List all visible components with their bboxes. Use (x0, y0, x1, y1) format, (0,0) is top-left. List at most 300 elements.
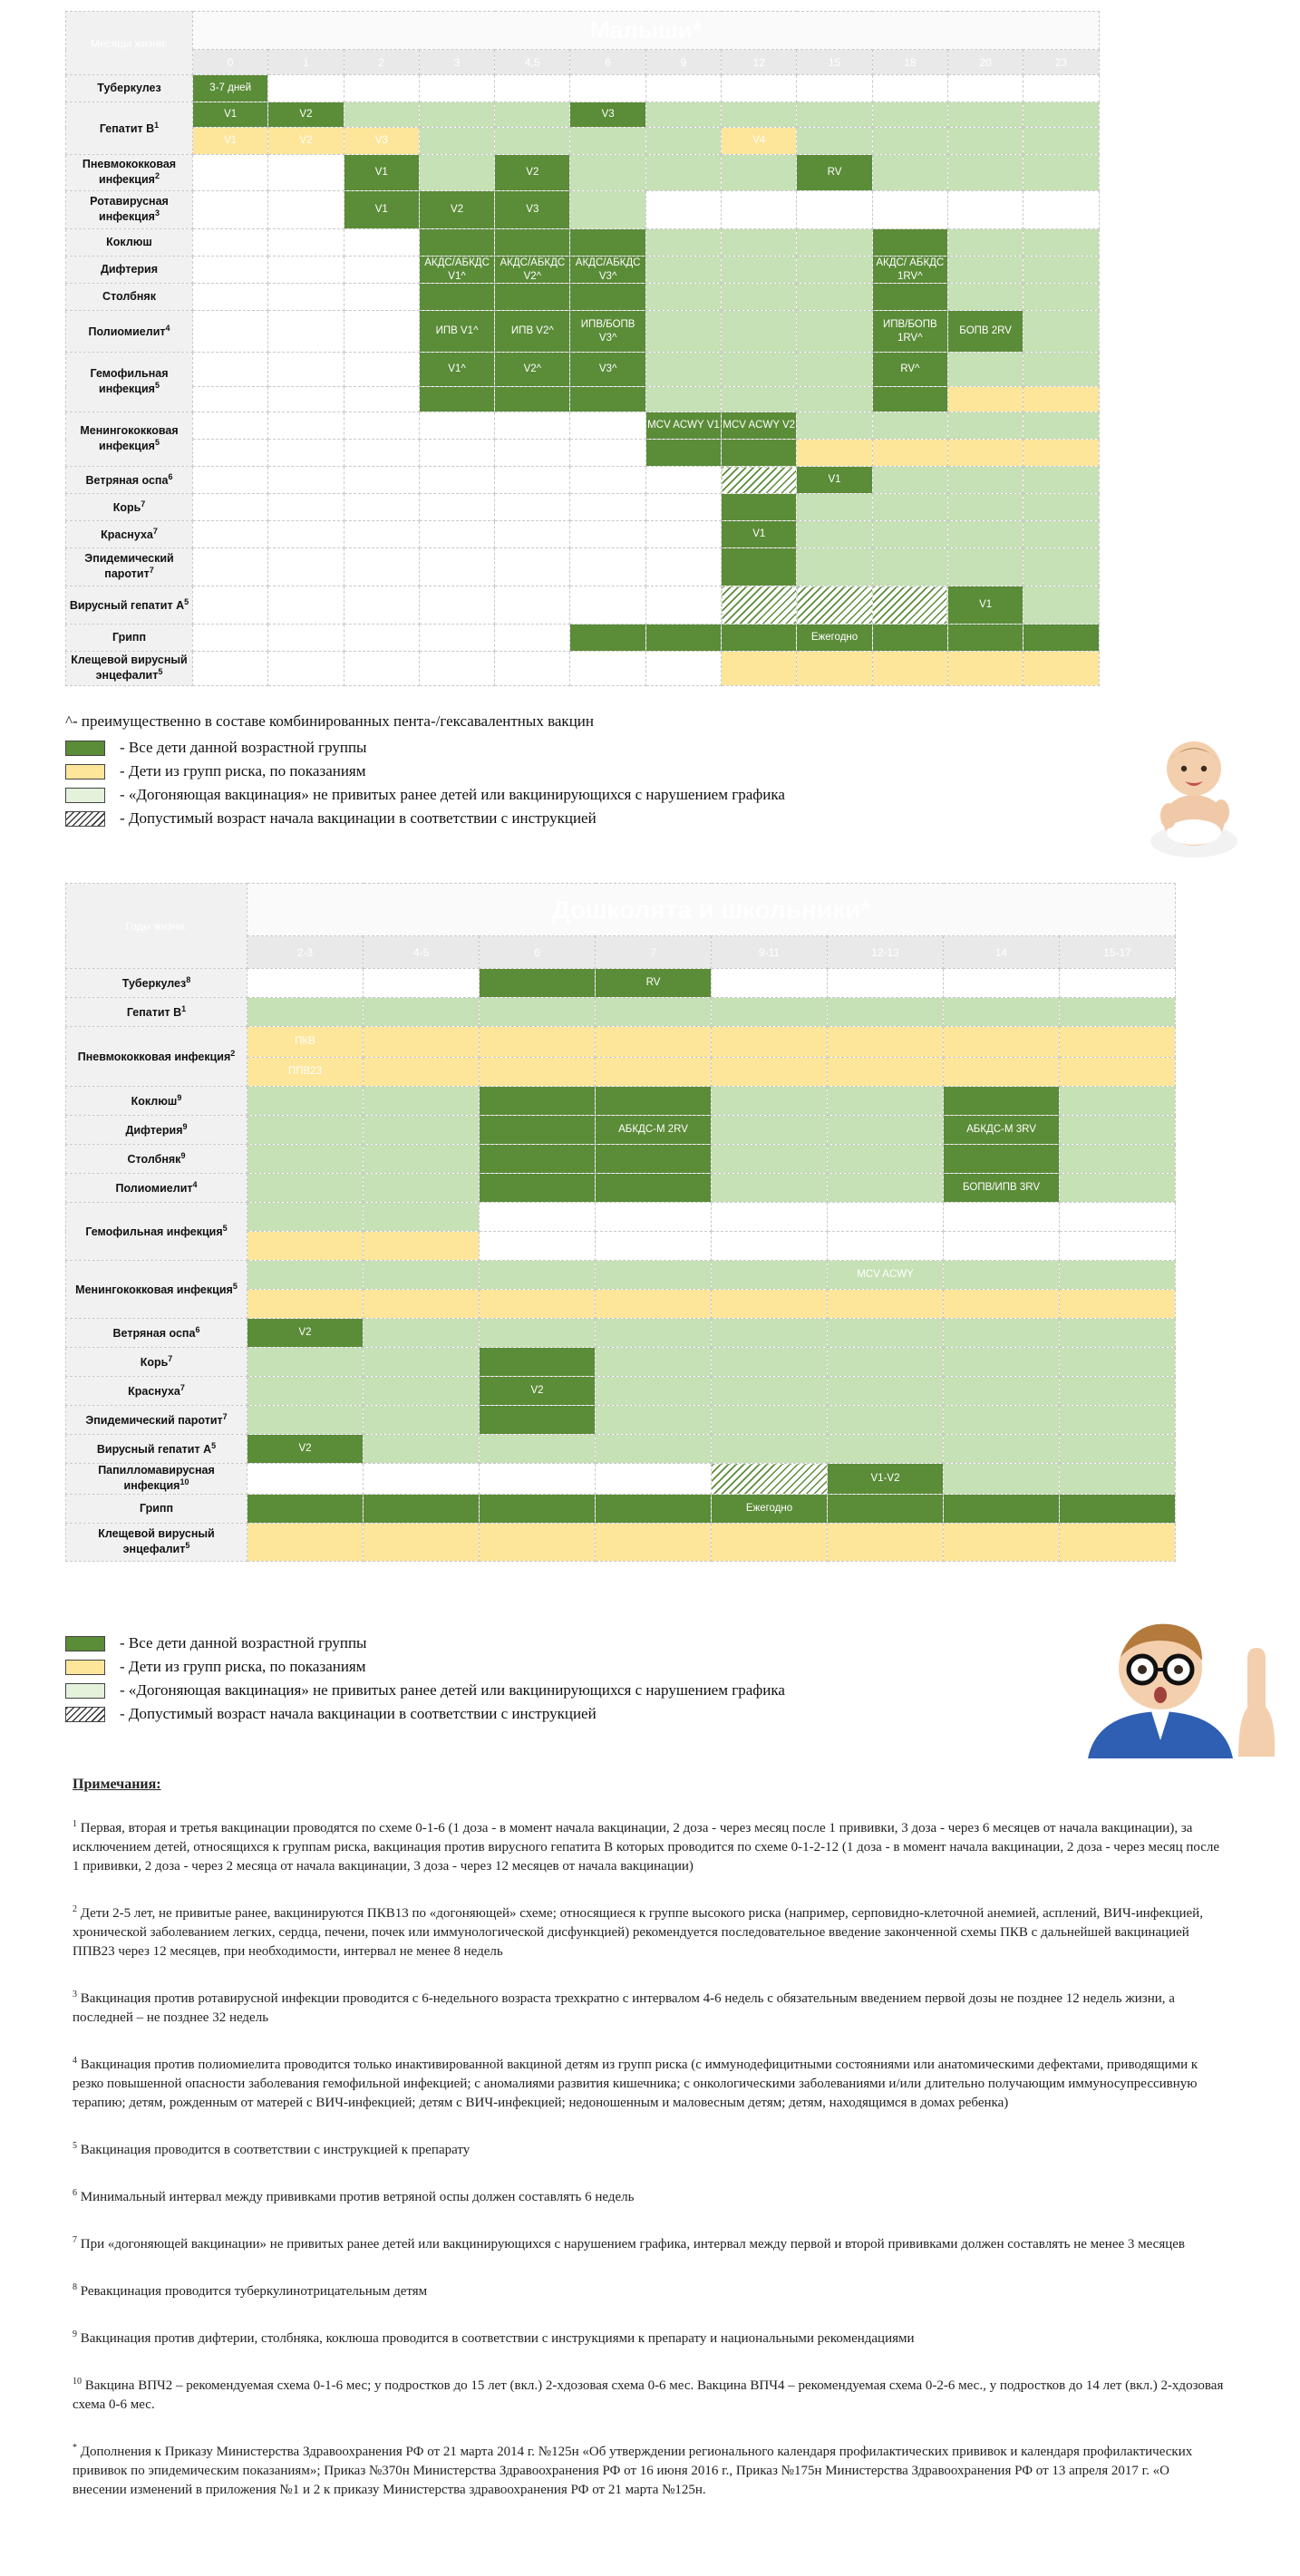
footnote-ref: 7 (222, 1411, 228, 1421)
schedule-cell (193, 440, 268, 467)
vaccine-name (66, 494, 193, 521)
legend-text: - Дети из групп риска, по показаниям (120, 1658, 366, 1675)
schedule-cell (645, 102, 721, 128)
schedule-cell: RV (596, 969, 712, 998)
schedule-cell (872, 467, 947, 494)
schedule-cell (722, 353, 797, 387)
schedule-cell (1060, 1203, 1176, 1232)
schedule-cell (1024, 229, 1099, 257)
legend-item (65, 736, 785, 760)
vaccine-name-text: Туберкулез (97, 82, 161, 94)
footnote-ref: 1 (181, 1003, 187, 1013)
vaccine-name (66, 284, 193, 311)
vaccine-name-text: Клещевой вирусный энцефалит (71, 654, 188, 683)
schedule-cell (596, 1261, 712, 1290)
age-column-header: 7 (596, 936, 712, 969)
schedule-cell (495, 440, 570, 467)
schedule-cell: V1 (193, 102, 268, 128)
footnote (73, 2055, 1224, 2113)
schedule-cell (947, 229, 1023, 257)
vaccine-name-text: Гепатит В (126, 1006, 182, 1020)
schedule-cell (947, 155, 1023, 191)
schedule-cell: RV (797, 155, 872, 191)
schedule-cell (947, 128, 1023, 155)
footnote-ref: 9 (182, 1121, 188, 1131)
schedule-cell (480, 1174, 596, 1203)
schedule-cell (480, 1058, 596, 1087)
schedule-cell (872, 521, 947, 548)
schedule-cell (872, 494, 947, 521)
age-column-header: 15-17 (1060, 936, 1176, 969)
footnote-ref: 2 (230, 1048, 236, 1058)
footnote-number: 8 (73, 2282, 77, 2293)
schedule-cell (944, 1087, 1060, 1116)
legend-swatch (65, 811, 105, 827)
schedule-cell (872, 75, 947, 102)
schedule-cell (828, 1232, 944, 1261)
vaccine-name (66, 353, 193, 412)
schedule-cell (645, 311, 721, 353)
schedule-cell (722, 75, 797, 102)
schedule-cell: 3-7 дней (193, 75, 268, 102)
schedule-cell (570, 75, 645, 102)
schedule-cell: V4 (722, 128, 797, 155)
schedule-cell (247, 1116, 364, 1145)
vaccine-name (66, 1435, 247, 1464)
schedule-cell (419, 652, 494, 686)
age-column-header: 14 (944, 936, 1060, 969)
schedule-cell (570, 586, 645, 625)
schedule-cell (193, 191, 268, 229)
schedule-cell (1060, 1027, 1176, 1058)
schedule-cell: V2 (480, 1377, 596, 1406)
schedule-cell (645, 440, 721, 467)
schedule-cell (944, 969, 1060, 998)
legend-swatch (65, 788, 105, 803)
vaccine-name (66, 1203, 247, 1261)
schedule-cell (947, 387, 1023, 412)
schedule-cell (944, 1203, 1060, 1232)
schedule-cell: АКДС/АБКДС V1^ (419, 257, 494, 284)
footnote-ref: 9 (177, 1092, 182, 1102)
vaccine-row (66, 1464, 1176, 1495)
footnote-ref: 6 (168, 471, 173, 481)
schedule-cell (268, 494, 344, 521)
schedule-cell (495, 625, 570, 652)
infants-chart (65, 11, 1100, 686)
vaccine-name-text: Ротавирусная инфекция (90, 195, 169, 224)
schedule-cell (419, 521, 494, 548)
vaccine-name-text: Вирусный гепатит А (69, 599, 185, 613)
schedule-cell (797, 128, 872, 155)
schedule-cell (480, 1203, 596, 1232)
footnote-ref: 1 (154, 120, 160, 130)
schedule-cell (712, 1377, 828, 1406)
vaccine-row (66, 1145, 1176, 1174)
age-column-header: 2 (344, 50, 419, 75)
schedule-cell (268, 548, 344, 586)
footnote-ref: 5 (222, 1223, 228, 1233)
vaccine-name (66, 467, 193, 494)
schedule-cell (828, 1027, 944, 1058)
schedule-cell (193, 257, 268, 284)
schedule-cell (1024, 494, 1099, 521)
schedule-cell (722, 586, 797, 625)
schedule-cell (495, 548, 570, 586)
schedule-cell (645, 353, 721, 387)
schedule-cell (495, 387, 570, 412)
vaccine-name-text: Краснуха (101, 528, 153, 542)
schedule-cell (364, 969, 480, 998)
schedule-cell: АКДС/АБКДС V3^ (570, 257, 645, 284)
vaccine-row (66, 1174, 1176, 1203)
schedule-cell (944, 1524, 1060, 1562)
schedule-cell (344, 412, 419, 440)
schedule-cell (247, 1232, 364, 1261)
vaccine-name (66, 311, 193, 353)
footnote-number: 2 (73, 1904, 77, 1915)
schedule-cell (364, 1319, 480, 1348)
schedule-cell (570, 387, 645, 412)
schedule-cell (193, 311, 268, 353)
schedule-cell (193, 625, 268, 652)
schedule-cell (419, 155, 494, 191)
schedule-cell (1060, 1116, 1176, 1145)
schedule-cell (596, 1348, 712, 1377)
footnote-number: 3 (73, 1990, 77, 2000)
schedule-cell (872, 625, 947, 652)
age-column-header: 12-13 (828, 936, 944, 969)
schedule-cell (419, 440, 494, 467)
vaccine-name (66, 75, 193, 102)
vaccine-name-text: Столбняк (102, 290, 156, 303)
footnote-text: Дополнения к Приказу Министерства Здравоохранения РФ от 21 марта 2014 г. №125н «Об утверждении регионального календаря профилактических прививок и календаря профилактических прививок по эпидемическим показаниям»; Приказ №370н Министерства Здравоохранения РФ от 16 июня 2016 г., Приказ №175н Министерства Здравоохранения РФ от 13 апреля 2017 г. «О внесении изменений в приложения №1 и 2 к приказу Министерства здравоохранения РФ от 21 марта №125н. (73, 2445, 1193, 2498)
legend-text: - Все дети данной возрастной группы (120, 1634, 367, 1651)
vaccine-row (66, 191, 1100, 229)
legend-item (65, 760, 785, 783)
vaccine-row (66, 521, 1100, 548)
schedule-cell (596, 1377, 712, 1406)
schedule-cell: RV^ (872, 353, 947, 387)
age-column-header: 20 (947, 50, 1023, 75)
vaccine-name (66, 1495, 247, 1524)
age-column-header: 1 (268, 50, 344, 75)
schedule-cell (344, 521, 419, 548)
schedule-cell (247, 1087, 364, 1116)
schedule-cell (828, 1203, 944, 1232)
schedule-cell (193, 521, 268, 548)
vaccine-name (66, 1116, 247, 1145)
legend-swatch (65, 1660, 105, 1675)
footnote-ref: 3 (154, 208, 160, 218)
schedule-cell (722, 229, 797, 257)
schedule-cell (947, 494, 1023, 521)
schedule-cell (645, 128, 721, 155)
schedule-cell (944, 1377, 1060, 1406)
schedule-cell (944, 1495, 1060, 1524)
schedule-cell (364, 1524, 480, 1562)
schedule-cell (344, 102, 419, 128)
schedule-cell (944, 998, 1060, 1027)
schedule-cell (268, 257, 344, 284)
schedule-cell: АБКДС-М 3RV (944, 1116, 1060, 1145)
schedule-cell (947, 75, 1023, 102)
footnote-ref: 5 (211, 1440, 217, 1450)
schedule-cell (1024, 440, 1099, 467)
vaccine-name (66, 548, 193, 586)
vaccine-row (66, 652, 1100, 686)
schedule-cell (645, 155, 721, 191)
footnote-text: Первая, вторая и третья вакцинации проводятся по схеме 0-1-6 (1 доза - в момент начала вакцинации, 2 доза - через месяц после 1 прививки, 3 доза - через 6 месяцев от начала вакцинации), за исключением детей, относящихся к группам риска, вакцинация против вирусного гепатита В которых проводится по схеме 0-1-2-12 (1 доза - в момент начала вакцинации, 2 доза - через месяц после 1 прививки, 2 доза - через 2 месяца от начала вакцинации, 3 доза - через 12 месяцев от начала вакцинации) (73, 1821, 1220, 1874)
footnote-text: Вакцинация против ротавирусной инфекции проводится с 6-недельного возраста трехкратно с интервалом 4-6 недель с обязательным введением первой дозы не позднее 12 недель жизни, а последней – не позднее 32 недель (73, 1991, 1175, 2026)
footnote-text: Вакцинация проводится в соответствии с инструкцией к препарату (77, 2143, 471, 2158)
vaccine-name-text: Корь (140, 1356, 169, 1370)
footnote-ref: 7 (141, 499, 146, 508)
schedule-cell: V1 (947, 586, 1023, 625)
schedule-cell (797, 102, 872, 128)
vaccine-name-text: Корь (112, 501, 141, 515)
schedule-cell (944, 1232, 1060, 1261)
footnote (73, 2376, 1224, 2415)
vaccine-name-text: Полиомиелит (115, 1182, 193, 1196)
schedule-cell (495, 102, 570, 128)
schedule-cell (344, 284, 419, 311)
legend-item (65, 1655, 785, 1679)
vaccine-name (66, 412, 193, 467)
schedule-cell (947, 284, 1023, 311)
vaccine-row (66, 1319, 1176, 1348)
table-title: Дошколята и школьники* (247, 884, 1176, 936)
vaccine-row (66, 1087, 1176, 1116)
schedule-cell (947, 191, 1023, 229)
schedule-cell: Ежегодно (712, 1495, 828, 1524)
legend-item (65, 807, 785, 830)
schedule-cell (193, 652, 268, 686)
schedule-cell (364, 1058, 480, 1087)
schedule-cell (364, 1087, 480, 1116)
schedule-cell (797, 586, 872, 625)
schedule-cell (1060, 1261, 1176, 1290)
schedule-cell (828, 1524, 944, 1562)
schedule-cell (570, 284, 645, 311)
schedule-cell (596, 1524, 712, 1562)
schedule-cell: MCV ACWY V2 (722, 412, 797, 440)
schedule-cell (268, 387, 344, 412)
vaccine-name-text: Пневмококковая инфекция (77, 1051, 231, 1064)
schedule-cell (828, 1377, 944, 1406)
schedule-cell (872, 155, 947, 191)
schedule-cell (596, 1495, 712, 1524)
schedule-cell (419, 412, 494, 440)
schedule-cell (247, 1174, 364, 1203)
schedule-cell: V3 (495, 191, 570, 229)
schedule-cell (797, 548, 872, 586)
schedule-cell (480, 969, 596, 998)
schedule-cell (1024, 75, 1099, 102)
legend-text: - «Догоняющая вакцинация» не привитых ранее детей или вакцинирующихся с нарушением графика (120, 1681, 785, 1699)
schedule-cell (247, 1145, 364, 1174)
footnote-number: 6 (73, 2188, 77, 2199)
footnote-ref: 9 (180, 1150, 186, 1160)
schedule-cell: MCV ACWY (828, 1261, 944, 1290)
schedule-cell (1060, 969, 1176, 998)
legend-text: - Все дети данной возрастной группы (120, 739, 367, 756)
vaccine-name-text: Коклюш (131, 1095, 178, 1109)
schedule-cell (268, 284, 344, 311)
schedule-cell (247, 998, 364, 1027)
schedule-cell (344, 229, 419, 257)
schedule-cell (364, 1116, 480, 1145)
legend-swatch (65, 741, 105, 756)
schedule-cell (797, 652, 872, 686)
notes-list (73, 1818, 1224, 2500)
schedule-cell (722, 440, 797, 467)
schedule-cell (364, 998, 480, 1027)
age-column-header: 3 (419, 50, 494, 75)
schedule-cell (570, 521, 645, 548)
schedule-cell: АКДС/ АБКДС 1RV^ (872, 257, 947, 284)
schedule-cell (944, 1348, 1060, 1377)
schedule-cell (193, 284, 268, 311)
schedule-cell (495, 652, 570, 686)
footnote-ref: 4 (192, 1179, 198, 1189)
schedule-cell (193, 387, 268, 412)
schedule-cell: V1 (344, 191, 419, 229)
schedule-cell (364, 1377, 480, 1406)
schedule-cell (419, 387, 494, 412)
schedule-cell (247, 1290, 364, 1319)
schedule-cell (268, 229, 344, 257)
vaccine-row (66, 1203, 1176, 1232)
vaccine-row (66, 412, 1100, 440)
vaccine-name-text: Туберкулез (121, 977, 187, 991)
schedule-cell (797, 387, 872, 412)
schedule-cell (944, 1058, 1060, 1087)
vaccine-row (66, 998, 1176, 1027)
schedule-cell (797, 521, 872, 548)
age-column-header: 9-11 (712, 936, 828, 969)
vaccine-name-text: Грипп (112, 631, 147, 644)
legend-item (65, 783, 785, 807)
footnote-ref: 5 (154, 438, 160, 448)
age-column-header: 6 (480, 936, 596, 969)
vaccine-name-text: Грипп (139, 1502, 174, 1515)
footnote (73, 1818, 1224, 1876)
schedule-cell: V2^ (495, 353, 570, 387)
schedule-cell (419, 548, 494, 586)
schedule-cell: V1^ (419, 353, 494, 387)
schedule-cell (712, 1406, 828, 1435)
vaccine-name-text: Пневмококковая инфекция (82, 158, 177, 187)
schedule-cell: Ежегодно (797, 625, 872, 652)
footnote-ref: 2 (154, 171, 160, 181)
schedule-cell (495, 521, 570, 548)
vaccine-name-text: Ветряная оспа (112, 1327, 196, 1341)
schedule-cell (872, 440, 947, 467)
schedule-cell (712, 1058, 828, 1087)
schedule-cell (1060, 1377, 1176, 1406)
footnote-ref: 5 (232, 1281, 238, 1291)
legend-item (65, 1702, 785, 1726)
vaccine-row (66, 155, 1100, 191)
schedule-cell (480, 1524, 596, 1562)
schedule-cell (344, 353, 419, 387)
schedule-cell (419, 284, 494, 311)
footnote-number: 5 (73, 2141, 77, 2152)
schedule-cell (712, 1524, 828, 1562)
schedule-cell (947, 257, 1023, 284)
schedule-cell: БОПВ 2RV (947, 311, 1023, 353)
vaccine-name (66, 155, 193, 191)
vaccine-row (66, 128, 1100, 155)
vaccine-name-text: Гемофильная инфекция (90, 367, 169, 396)
schedule-cell (1024, 586, 1099, 625)
vaccine-name (66, 1524, 247, 1562)
vaccine-name (66, 652, 193, 686)
schedule-cell (570, 625, 645, 652)
vaccine-name-text: Полиомиелит (88, 325, 166, 339)
age-column-header: 2-3 (247, 936, 364, 969)
schedule-cell (1060, 1290, 1176, 1319)
schedule-cell (712, 1348, 828, 1377)
schedule-cell (712, 1203, 828, 1232)
vaccine-name (66, 191, 193, 229)
schedule-cell (872, 387, 947, 412)
schedule-cell (645, 548, 721, 586)
vaccine-row (66, 102, 1100, 128)
schedule-cell (247, 1464, 364, 1495)
schedule-cell: V3 (344, 128, 419, 155)
schedule-cell (1024, 387, 1099, 412)
age-column-header: 4-5 (364, 936, 480, 969)
footnote-text: Ревакцинация проводится туберкулинотрицательным детям (77, 2284, 428, 2300)
schedule-cell: V2 (419, 191, 494, 229)
schedule-cell (828, 1435, 944, 1464)
vaccine-name (66, 229, 193, 257)
schedule-cell (247, 1524, 364, 1562)
schedule-cell (268, 75, 344, 102)
schedule-cell (344, 440, 419, 467)
schedule-cell (712, 998, 828, 1027)
schedule-cell (872, 128, 947, 155)
schedule-cell (944, 1261, 1060, 1290)
schedule-cell (722, 494, 797, 521)
schedule-cell (797, 229, 872, 257)
schedule-cell (872, 412, 947, 440)
vaccine-row (66, 311, 1100, 353)
footnote-text: Вакцинация против дифтерии, столбняка, коклюша проводится в соответствии с инструкциями к препарату и национальными рекомендациями (77, 2331, 915, 2347)
schedule-cell (495, 467, 570, 494)
schedule-cell: V2 (495, 155, 570, 191)
schedule-cell (480, 1232, 596, 1261)
vaccine-row (66, 75, 1100, 102)
schedule-cell (480, 998, 596, 1027)
schedule-cell (712, 1027, 828, 1058)
footnote-number: 1 (73, 1819, 77, 1830)
schedule-cell (1060, 1145, 1176, 1174)
schedule-cell (1024, 625, 1099, 652)
schedule-cell: V3 (570, 102, 645, 128)
schedule-cell (828, 1145, 944, 1174)
schedule-cell (419, 586, 494, 625)
schedule-cell (480, 1290, 596, 1319)
schedule-cell (268, 586, 344, 625)
schedule-cell (344, 467, 419, 494)
schedule-cell: ПКВ (247, 1027, 364, 1058)
schedule-cell (193, 494, 268, 521)
vaccine-name-text: Эпидемический паротит (85, 1414, 223, 1428)
vaccine-name (66, 1027, 247, 1087)
